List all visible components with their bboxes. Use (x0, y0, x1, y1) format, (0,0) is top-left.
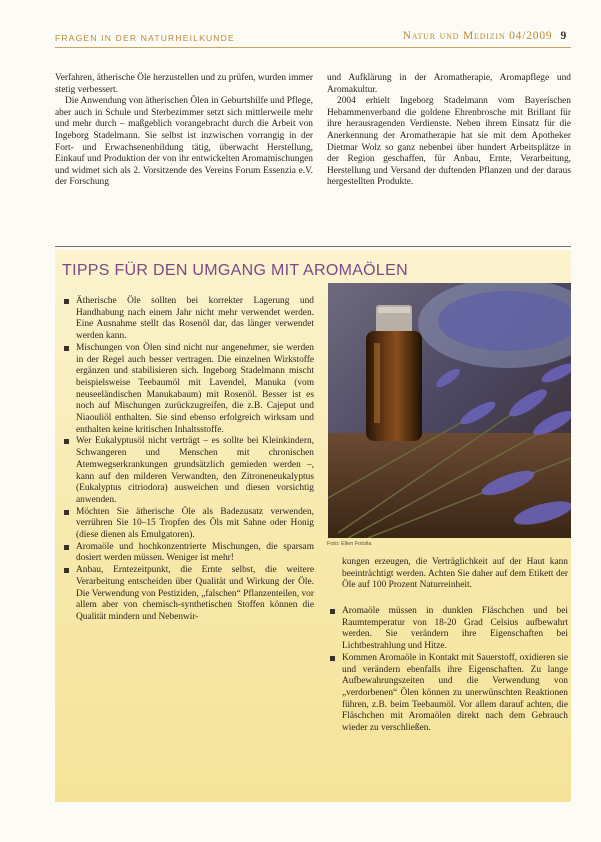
intro-paragraph: 2004 erhielt Ingeborg Stadelmann vom Bayerischen Hebammenverband die goldene Ehrenbrosche mit Brillant für ihre herausragenden Verdienste. Neben ihrem Einsatz für die Anerkennung der Aromatherapie hat sie mit dem Apotheker Dietmar Wolz so ganz nebenbei über hundert Arbeitsplätze in der Region geschaffen, für Anbau, Ernte, Verarbeitung, Herstellung und Versand der duftenden Pflanzen und der daraus hergestellten Produkte. (327, 96, 571, 188)
tip-item: Ätherische Öle sollten bei korrekter Lagerung und Handhabung nach einem Jahr nicht mehr verwendet werden. Eine Ausnahme stellt das Rosenöl dar, das länger verwendet werden kann. (62, 296, 314, 343)
tip-item: Mischungen von Ölen sind nicht nur angenehmer, sie werden in der Regel auch besser vertragen. Die einzelnen Wirkstoffe ergänzen und stabilisieren sich. Ingeborg Stadelmann mischt beispielsweise Teebaumöl mit Lavendel, Manuka (vom neuseeländischen Manukabaum) mit Rosenöl. Besser ist es noch auf Mischungen zurückzugreifen, die z.B. Cajeput und Niaouliöl enthalten. Sie sind ebenso erfolgreich wirksam und enthalten keine kritischen Inhaltsstoffe. (62, 343, 314, 437)
tip-item: Anbau, Erntezeitpunkt, die Ernte selbst, die weitere Verarbeitung entscheiden über Qualität und Wirkung der Öle. Die Verwendung von Pestiziden, „falschen“ Pflanzenteilen, vor allem aber von chemisch-synthetischen Stoffen können die Qualität mindern und Nebenwir- (62, 565, 314, 624)
lavender-bottle-image (328, 283, 571, 538)
lavender-photo (328, 283, 571, 538)
tips-list-right (328, 606, 568, 735)
section-divider (55, 246, 571, 247)
tip-item: Aromaöle müssen in dunklen Fläschchen und bei Raumtemperatur von 18-20 Grad Celsius aufbewahrt werden. Sie verändern ihre Eigenschaften bei Lichtbestrahlung und Hitze. (328, 606, 568, 653)
tip-item: Aromaöle und hochkonzentrierte Mischungen, die sparsam dosiert werden müssen. Weniger ist mehr! (62, 542, 314, 565)
page-number: 9 (560, 30, 567, 42)
intro-paragraph: Verfahren, ätherische Öle herzustellen und zu prüfen, wurden immer stetig verbessert. (55, 73, 313, 95)
running-header (403, 30, 567, 42)
tip-continuation: kungen erzeugen, die Verträglichkeit auf der Haut kann beeinträchtigt werden. Achten Sie daher auf dem Etikett der Öle auf 100 Prozent Naturreinheit. (342, 557, 568, 591)
tips-title: TIPPS FÜR DEN UMGANG MIT AROMAÖLEN (62, 262, 408, 279)
header-rule (55, 47, 571, 48)
tip-item: Wer Eukalyptusöl nicht verträgt – es sollte bei Kleinkindern, Schwangeren und Menschen mit chronischen Atemwegserkrankungen grundsätzlich gemieden werden –, kann auf den milderen Verwandten, den Zitroneneukalyptus (Eukalyptus citriodora) ausweichen und diesen vorsichtig anwenden. (62, 436, 314, 506)
section-header: FRAGEN IN DER NATURHEILKUNDE (55, 33, 235, 43)
intro-right-column (327, 73, 571, 189)
tips-list-left (62, 296, 314, 624)
tip-item: Kommen Aromaöle in Kontakt mit Sauerstoff, oxidieren sie und verändern ebenfalls ihre Eigenschaften. Zu lange Aufbewahrungszeiten und die Verwendung von „verdorbenen“ Ölen können zu unerwünschten Reaktionen führen, z.B. beim Teebaumöl. Vor allem darauf achten, die Fläschchen mit Aromaölen direkt nach dem Gebrauch wieder zu verschließen. (328, 653, 568, 735)
intro-paragraph: Die Anwendung von ätherischen Ölen in Geburtshilfe und Pflege, aber auch in Schule und Sterbezimmer setzt sich mittlerweile mehr und mehr durch – maßgeblich vorangebracht durch die Arbeit von Ingeborg Stadelmann. Sie selbst ist inzwischen vorrangig in der Fort- und Erwachsenenbildung tätig, überwacht Herstellung, Einkauf und Produktion der von ihr entwickelten Aromamischungen und widmet sich als 2. Vorsitzende des Vereins Forum Essenzia e.V. der Forschung (55, 96, 313, 188)
intro-paragraph: und Aufklärung in der Aromatherapie, Aromapflege und Aromakultur. (327, 73, 571, 95)
intro-left-column (55, 73, 313, 189)
photo-caption: Foto: Ellen Fotolia (327, 541, 372, 547)
journal-title: Natur und Medizin 04/2009 (402, 30, 553, 42)
tip-item: Möchten Sie ätherische Öle als Badezusatz verwenden, verrühren Sie 10–15 Tropfen des Öls mit Sahne oder Honig (diese dienen als Emulgatoren). (62, 507, 314, 542)
